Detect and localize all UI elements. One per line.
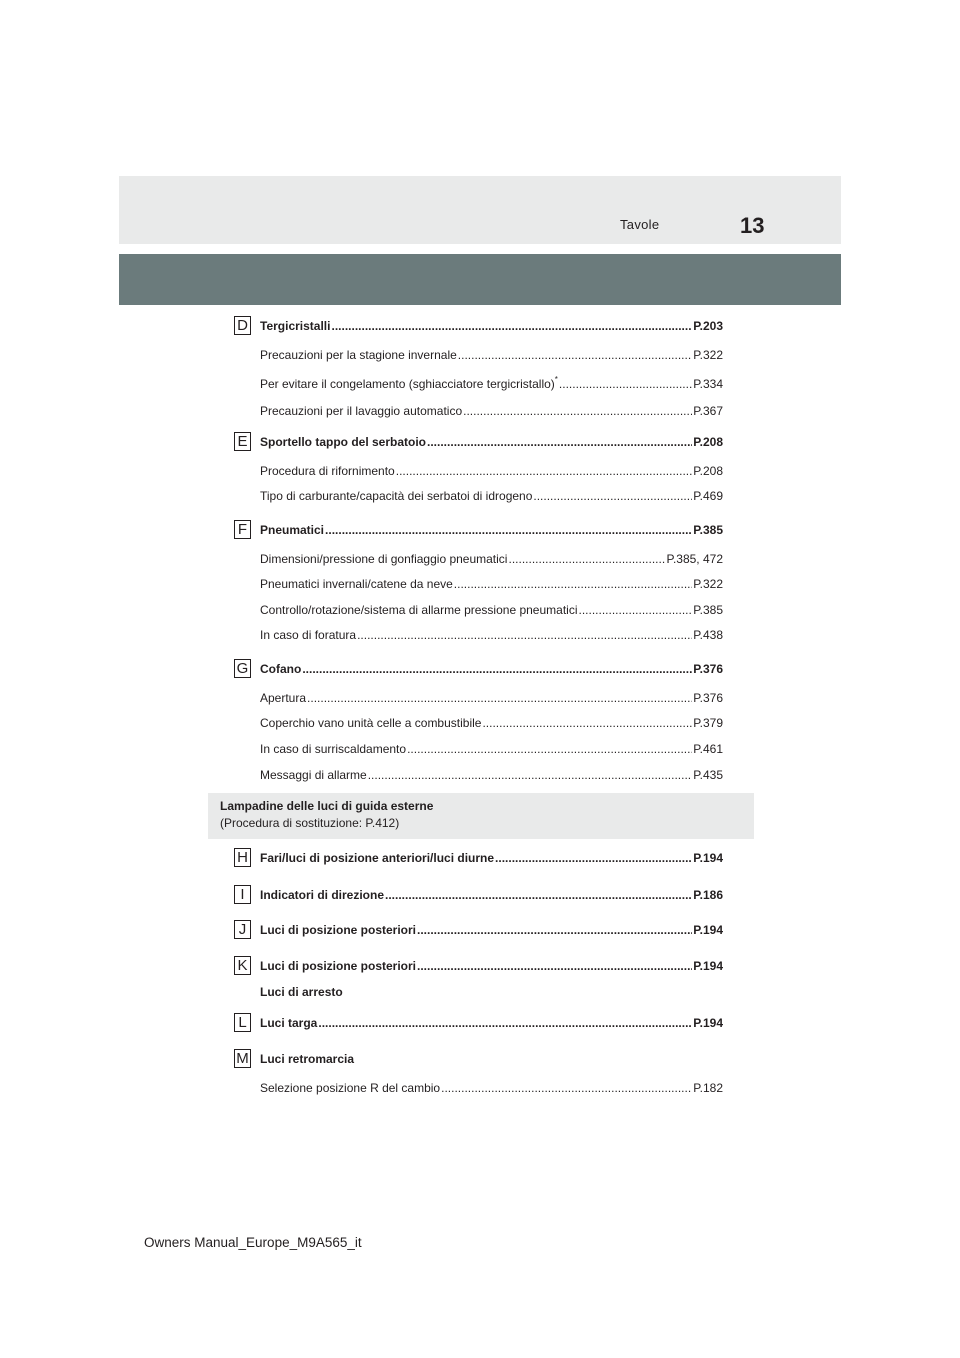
page-ref[interactable]: P.376: [693, 662, 723, 676]
toc-subentry[interactable]: [0, 713, 960, 733]
toc-entry-d[interactable]: [0, 316, 960, 336]
toc-entry-g[interactable]: [0, 659, 960, 679]
page-ref[interactable]: P.385: [693, 523, 723, 537]
toc-subentry[interactable]: [0, 1078, 960, 1098]
letter-box-e: E: [234, 432, 251, 451]
page-ref[interactable]: P.379: [693, 716, 723, 730]
page-number: 13: [740, 213, 765, 238]
page-ref[interactable]: P.438: [693, 628, 723, 642]
subentry-text: In caso di foratura: [260, 628, 357, 642]
header-band: [119, 176, 841, 244]
letter-box-f: F: [234, 520, 251, 539]
toc-subentry[interactable]: [0, 739, 960, 759]
page-ref[interactable]: P.385, 472: [666, 552, 723, 566]
page-ref[interactable]: P.469: [693, 489, 723, 503]
letter-box-i: I: [234, 885, 251, 904]
subentry-text: Apertura: [260, 691, 307, 705]
page-ref[interactable]: P.194: [693, 851, 723, 865]
subentry-text: Precauzioni per la stagione invernale: [260, 348, 457, 362]
entry-title: Fari/luci di posizione anteriori/luci diurne: [260, 851, 495, 865]
toc-subentry[interactable]: [0, 345, 960, 365]
subentry-text: Tipo di carburante/capacità dei serbatoi di idrogeno: [260, 489, 533, 503]
toc-subentry[interactable]: [0, 486, 960, 506]
subentry-text: Messaggi di allarme: [260, 768, 367, 782]
toc-entry-e[interactable]: [0, 432, 960, 452]
toc-subentry[interactable]: [0, 461, 960, 481]
toc-subentry[interactable]: [0, 765, 960, 785]
entry-title: Tergicristalli: [260, 319, 331, 333]
subentry-text: Pneumatici invernali/catene da neve: [260, 577, 453, 591]
toc-entry-m: [0, 1049, 960, 1069]
toc-entry-h[interactable]: [0, 848, 960, 868]
toc-subentry[interactable]: [0, 688, 960, 708]
page-ref[interactable]: P.194: [693, 959, 723, 973]
entry-title: Luci targa: [260, 1016, 318, 1030]
toc-subentry[interactable]: [0, 374, 960, 394]
page-ref[interactable]: P.334: [693, 377, 723, 391]
page-ref[interactable]: P.203: [693, 319, 723, 333]
subentry-text: Precauzioni per il lavaggio automatico: [260, 404, 463, 418]
subentry-text: Per evitare il congelamento (sghiacciatore tergicristallo): [260, 377, 555, 391]
page-ref[interactable]: P.322: [693, 348, 723, 362]
toc-entry-l[interactable]: [0, 1013, 960, 1033]
page-ref[interactable]: P.186: [693, 888, 723, 902]
subentry-text: In caso di surriscaldamento: [260, 742, 407, 756]
entry-title: Luci di posizione posteriori: [260, 923, 417, 937]
footnote-marker: *: [554, 375, 558, 384]
entry-title: Luci di posizione posteriori: [260, 959, 417, 973]
section-bar: [119, 254, 841, 305]
section-title: Tavole: [620, 217, 660, 232]
toc-entry-k[interactable]: [0, 956, 960, 976]
toc-entry-f[interactable]: [0, 520, 960, 540]
letter-box-k: K: [234, 956, 251, 975]
toc-subentry[interactable]: [0, 574, 960, 594]
entry-title: Luci retromarcia: [260, 1052, 355, 1066]
page-ref[interactable]: P.385: [693, 603, 723, 617]
entry-title: Sportello tappo del serbatoio: [260, 435, 427, 449]
toc-subentry[interactable]: [0, 625, 960, 645]
entry-title: Indicatori di direzione: [260, 888, 385, 902]
page-ref[interactable]: P.182: [693, 1081, 723, 1095]
page-ref[interactable]: P.194: [693, 1016, 723, 1030]
subentry-text: Dimensioni/pressione di gonfiaggio pneumatici: [260, 552, 508, 566]
letter-box-l: L: [234, 1013, 251, 1032]
letter-box-h: H: [234, 848, 251, 867]
lamp-info-box: [208, 793, 754, 839]
toc-subentry[interactable]: [0, 401, 960, 421]
page-ref[interactable]: P.367: [693, 404, 723, 418]
toc-subentry[interactable]: [0, 600, 960, 620]
letter-box-d: D: [234, 316, 251, 335]
letter-box-g: G: [234, 659, 251, 678]
entry-title: Cofano: [260, 662, 302, 676]
page-ref[interactable]: P.208: [693, 464, 723, 478]
lamp-box-title: Lampadine delle luci di guida esterne: [220, 799, 434, 813]
page-ref[interactable]: P.322: [693, 577, 723, 591]
letter-box-m: M: [234, 1049, 251, 1068]
page-ref[interactable]: P.194: [693, 923, 723, 937]
footer-text: Owners Manual_Europe_M9A565_it: [144, 1235, 362, 1250]
page-ref[interactable]: P.461: [693, 742, 723, 756]
subentry-text: Selezione posizione R del cambio: [260, 1081, 441, 1095]
entry-extra-title: Luci di arresto: [260, 985, 343, 999]
lamp-box-subtitle: (Procedura di sostituzione: P.412): [220, 816, 400, 830]
subentry-text: Procedura di rifornimento: [260, 464, 395, 478]
subentry-text: Controllo/rotazione/sistema di allarme pressione pneumatici: [260, 603, 578, 617]
subentry-text: Coperchio vano unità celle a combustibile: [260, 716, 482, 730]
page-ref[interactable]: P.208: [693, 435, 723, 449]
toc-subentry[interactable]: [0, 549, 960, 569]
entry-title: Pneumatici: [260, 523, 325, 537]
letter-box-j: J: [234, 920, 251, 939]
toc-entry-i[interactable]: [0, 885, 960, 905]
page-ref[interactable]: P.435: [693, 768, 723, 782]
toc-entry-extra: [0, 982, 960, 1002]
toc-entry-j[interactable]: [0, 920, 960, 940]
page-ref[interactable]: P.376: [693, 691, 723, 705]
